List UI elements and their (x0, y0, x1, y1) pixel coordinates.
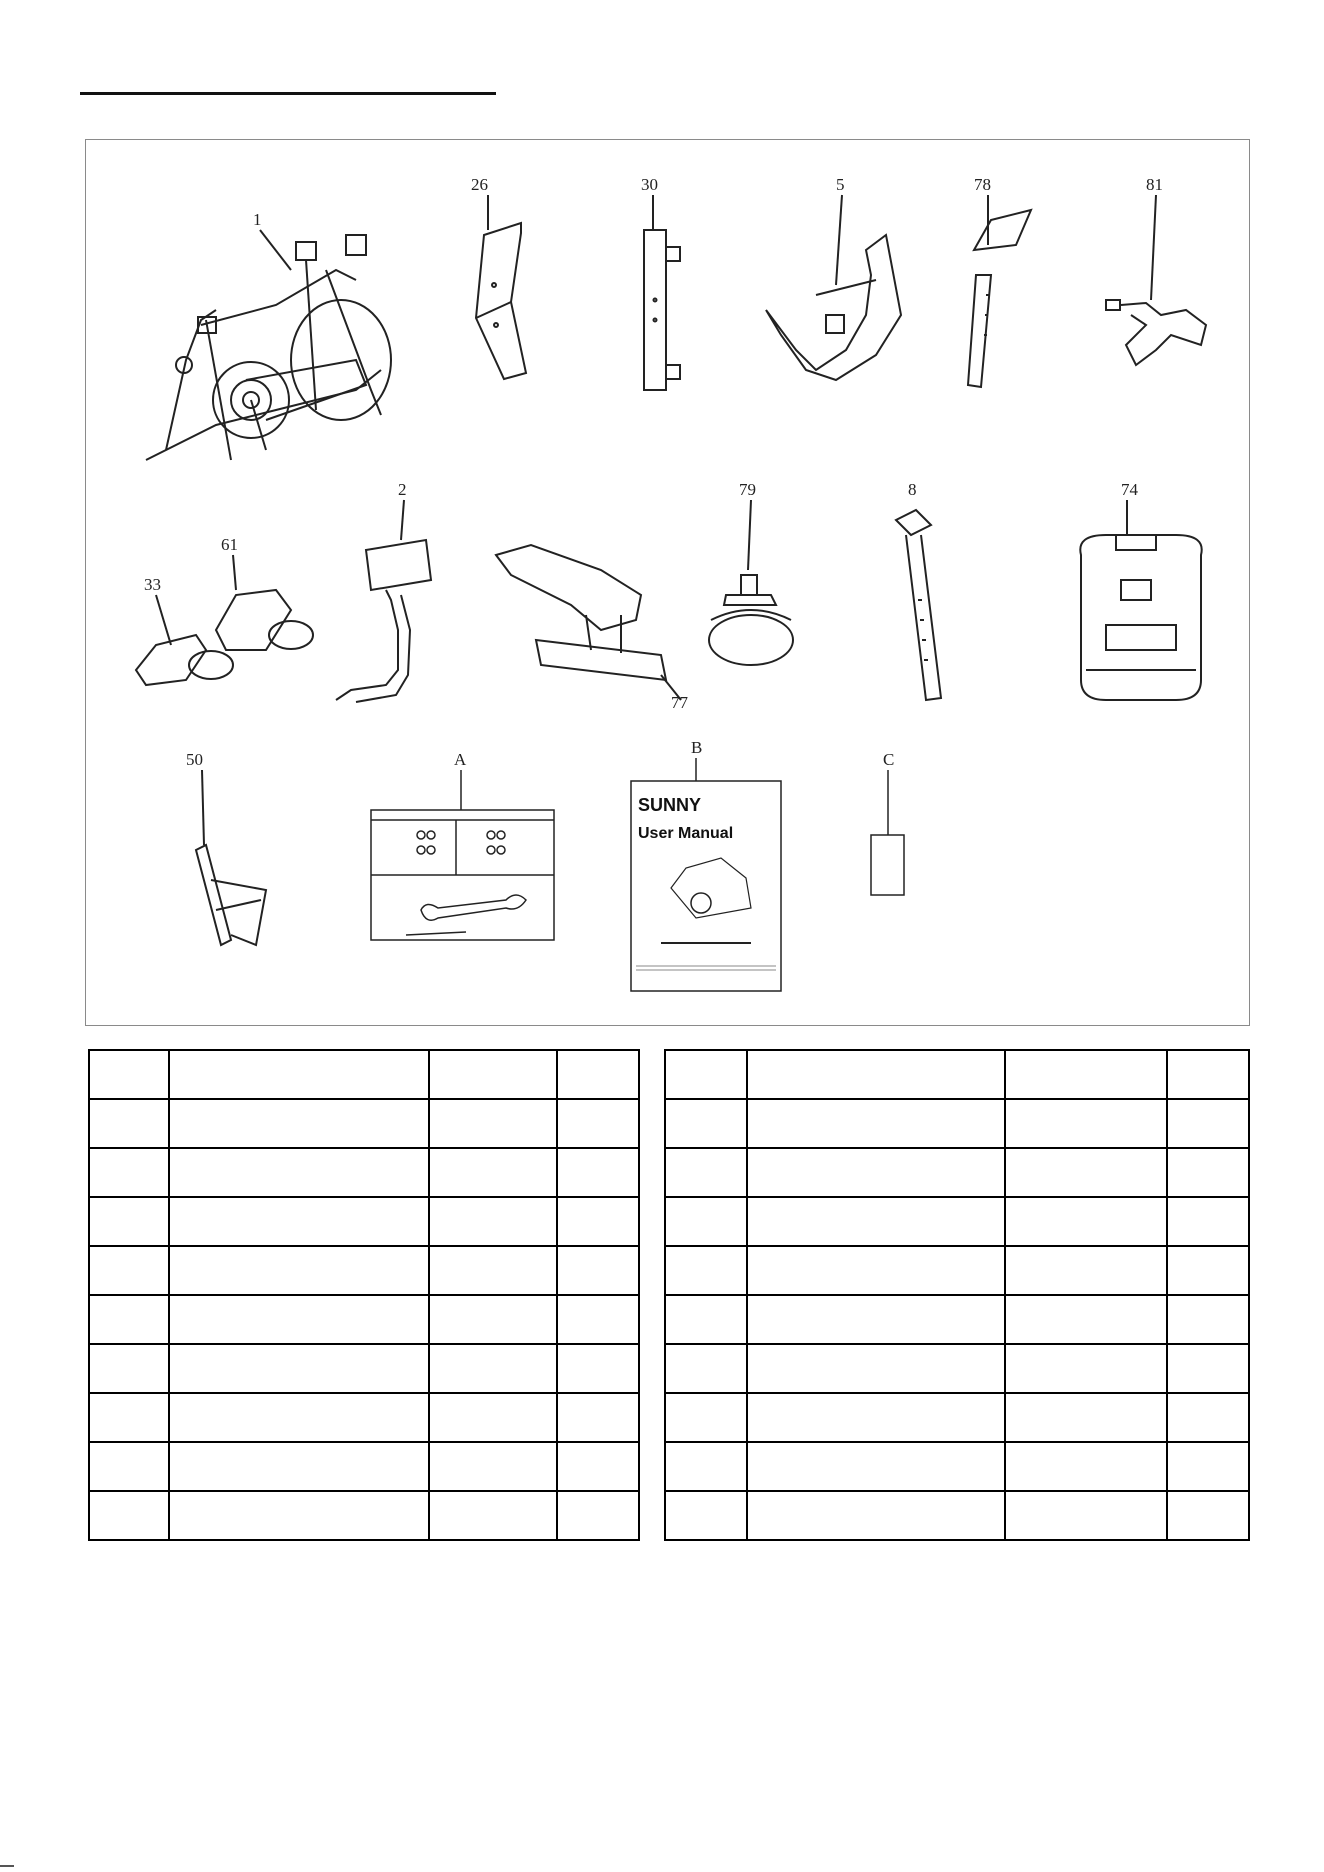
monitor-drawing (1061, 480, 1221, 710)
title-underline (80, 92, 496, 95)
table-row (89, 1050, 639, 1099)
part-stabilizer-30 (641, 175, 701, 405)
part-label-50: 50 (186, 750, 203, 769)
table-row (665, 1099, 1249, 1148)
part-stabilizer-26 (466, 175, 546, 395)
part-frame (126, 210, 426, 480)
page-edge-mark (0, 1865, 14, 1867)
table-row (89, 1295, 639, 1344)
part-label-2: 2 (398, 480, 407, 499)
pedals-drawing (126, 535, 326, 695)
parts-illustration-panel (85, 139, 1250, 1026)
seat-post-drawing (876, 480, 966, 720)
manual-cover (626, 738, 786, 1018)
part-manual (626, 738, 786, 1018)
part-label-A: A (454, 750, 467, 769)
table-row (89, 1442, 639, 1491)
part-label-81: 81 (1146, 175, 1163, 194)
table-row (665, 1197, 1249, 1246)
part-label-26: 26 (471, 175, 488, 194)
hardware-pack-drawing (366, 750, 556, 950)
table-row (665, 1393, 1249, 1442)
table-row (89, 1246, 639, 1295)
part-handle-2 (326, 480, 456, 710)
parts-list-table-right (664, 1049, 1250, 1541)
part-label-8: 8 (908, 480, 917, 499)
part-label-B: B (691, 738, 703, 757)
table-row (89, 1344, 639, 1393)
stabilizer-30-drawing (641, 175, 701, 405)
part-seat-post (876, 480, 966, 720)
stabilizer-26-drawing (466, 175, 546, 395)
part-label-5: 5 (836, 175, 845, 194)
part-item-c (866, 750, 926, 910)
manual-title: User Manual (638, 825, 734, 842)
table-row (89, 1099, 639, 1148)
manual-brand: SUNNY (638, 795, 702, 815)
part-bottle-holder (186, 750, 306, 960)
part-label-1: 1 (253, 210, 262, 229)
part-hardware-pack (366, 750, 556, 950)
knob-drawing (696, 480, 816, 680)
parts-list-table-left (88, 1049, 640, 1541)
table-row (665, 1491, 1249, 1540)
bottle-holder-drawing (186, 750, 306, 960)
table-row (89, 1148, 639, 1197)
part-handlebar (756, 175, 926, 385)
handlebar-post-drawing (956, 175, 1036, 405)
handle-2-drawing (326, 480, 456, 710)
part-label-30: 30 (641, 175, 658, 194)
table-row (89, 1393, 639, 1442)
table-row (665, 1442, 1249, 1491)
part-label-74: 74 (1121, 480, 1138, 499)
part-pedals (126, 535, 326, 695)
part-label-79: 79 (739, 480, 756, 499)
table-row (665, 1344, 1249, 1393)
item-c-drawing (866, 750, 926, 910)
part-label-33: 33 (144, 575, 161, 594)
part-cable (1101, 175, 1231, 375)
frame-drawing (126, 210, 426, 480)
part-handlebar-post (956, 175, 1036, 405)
part-monitor (1061, 480, 1221, 710)
part-label-C: C (883, 750, 895, 769)
cable-drawing (1101, 175, 1231, 375)
part-knob (696, 480, 816, 680)
table-row (665, 1148, 1249, 1197)
part-label-78: 78 (974, 175, 991, 194)
handlebar-drawing (756, 175, 926, 385)
table-row (89, 1197, 639, 1246)
table-row (665, 1295, 1249, 1344)
table-row (665, 1246, 1249, 1295)
part-label-77: 77 (671, 693, 688, 712)
table-row (665, 1050, 1249, 1099)
table-row (89, 1491, 639, 1540)
part-label-61: 61 (221, 535, 238, 554)
